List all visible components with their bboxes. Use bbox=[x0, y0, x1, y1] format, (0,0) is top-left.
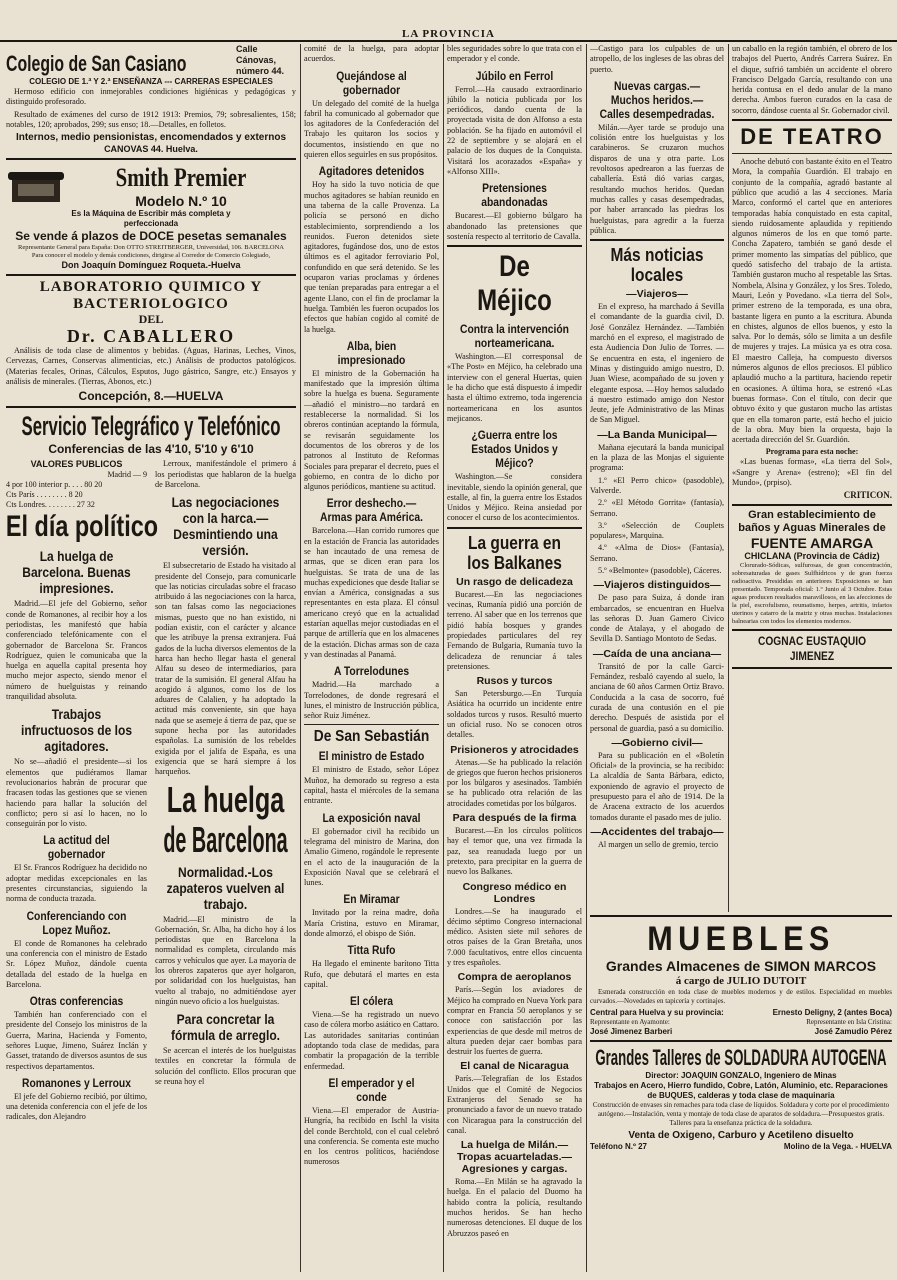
article-text: Bucarest.—En las negociaciones vecinas, Rumanía pidió una porción de terreno. Al saber que en los terrenos que pidió había bosques y grandes propiedades particulares del rey Fernando de Bulgaria, Rumanía tuvo la delicadeza de renunciar á tales pretensiones. bbox=[447, 589, 582, 671]
headline: ¿Guerra entre los Estados Unidos y Méjico? bbox=[471, 428, 558, 471]
headline: Otras conferencias bbox=[29, 994, 124, 1009]
ad-soldadura-text2: Construcción de envases sin remaches para toda clase de líquidos. Soldadura y corte por el procedimiento autógeno.—Instalación, venta y montaje de toda clase de aparatos de soldadura.—Presupuestos gratis. Talleres para la enseñanza práctica de la soldadura. bbox=[592, 1101, 890, 1127]
article-text: Ferrol.—Ha causado extraordinario júbilo la noticia publicada por los periódicos, dando cuenta de la proyectada visita de don Alfonso a esta población. Se ha fijado en automóvil el 22 de septiembre y se alojará en el palacio de los duques de la Conquista. Visitará los acorazados «España» y «Alfonso XIII». bbox=[447, 84, 582, 176]
article-text: comité de la huelga, para adoptar acuerdos. bbox=[304, 44, 439, 64]
section-title: La guerra en los Balkanes bbox=[467, 532, 562, 573]
column-rule bbox=[300, 44, 301, 1272]
article-text: Atenas.—Se ha publicado la relación de griegos que fueron hechos prisioneros por los búlgaros y asesinados. También se ha publicado otra relación de las atrocidades cometidas por los búlgaros. bbox=[447, 757, 582, 808]
ad-smith-rep: Representante General para España: Don OTTO STREITBERGER, Universidad, 106. BARCELONA bbox=[18, 244, 284, 252]
article-text: El ministro de la Gobernación ha manifestado que la impresión última sobre la huelga es buena. Seguramente—añadió el ministro—no tardará en restablecerse la normalidad. Si los obreros continúan aceptando la fórmula, se revisarán seguidamente los documentos de los obreros y de los patronos al Instituto de Reformas Sociales para preparar el decreto, pues el gobierno, en contra de lo dicho por algunos periódicos, mantiene su actitud. bbox=[304, 368, 439, 492]
programa-title: Programa para esta noche: bbox=[765, 447, 859, 457]
article-text: El jefe del Gobierno recibió, por último, una detenida conferencia con el jefe de los radicales, don Alejandro bbox=[6, 1091, 147, 1122]
program-item: 2.º «El Método Gorrita» (fantasía), Serrano. bbox=[590, 498, 724, 518]
article-text: El Sr. Francos Rodríguez ha decidido no adoptar medidas excepcionales en las presentes circunstancias, siguiendo la norma de conducta trazada. bbox=[6, 863, 147, 904]
article-text: En el expreso, ha marchado á Sevilla el comandante de la guardia civil, D. José González Hernández. —También marchó en el expreso, el magistrado de esta Audiencia Don Julio de Torres. —Se encuentra en esta, el ingeniero de Minas y distinguido amigo nuestro, D. Juan Wiese, acompañado de su joven y elegante esposa. —Hoy hemos saludado á nuestro estimado amigo don Nestor Jeute, jefe Administrativo de las Minas de San Miguel. bbox=[590, 302, 724, 425]
article-text: Ha llegado el eminente barítono Titta Rufo, que debutará el martes en esta capital. bbox=[304, 959, 439, 989]
headline: Error deshecho.—Armas para América. bbox=[320, 496, 423, 525]
ad-casiano-address: Calle Cánovas, número 44. bbox=[236, 44, 285, 76]
rep2-name: José Zamudio Pérez bbox=[814, 1027, 892, 1036]
ad-smith-model: Modelo N.º 10 bbox=[135, 193, 227, 210]
article-text: bles seguridades sobre lo que trata con el emperador y el conde. bbox=[447, 44, 582, 64]
ad-casiano-results: Resultado de exámenes del curso de 1912 1913: Premios, 79; sobresalientes, 158; notables, 120; aprobados, 299; sus enso; 18.—Detalles, en folletos. bbox=[6, 109, 296, 129]
article-text: —Castigo para los culpables de un atropello, de los ingleses de las obras del puerto. bbox=[590, 44, 724, 74]
section-title: De Méjico bbox=[477, 250, 552, 318]
divider bbox=[732, 119, 892, 121]
column-3 bbox=[447, 44, 582, 1272]
headline: La actitud del gobernador bbox=[43, 833, 110, 862]
ad-lab-address: Concepción, 8.—HUELVA bbox=[78, 389, 224, 404]
masthead: LA PROVINCIA bbox=[402, 28, 495, 40]
headline: Júbilo en Ferrol bbox=[475, 68, 554, 83]
telegraph-title: Servicio Telegráfico y Telefónico bbox=[21, 411, 281, 442]
ad-lab-text: Análisis de toda clase de alimentos y bebidas. (Aguas, Harinas, Leches, Vinos, Cervezas, Carnes, Conservas alimenticias, etc.) Análisis de productos patológicos. (Materias fecales, Orinas, Cálculos, Esputos, Jugo gástrico, Sangre, etc.) Ensayos y análisis de minerales. (Tierras, Abonos, etc.) bbox=[6, 346, 296, 387]
article-text: No se—añadió el presidente—si los elementos que pudiéramos llamar revolucionarios habrán de procurar que fracasen todas las gestiones que se vienen haciendo para hallar la solución del conflicto; pero si así lo hacen, no lo conseguirán por lo visto. bbox=[6, 757, 147, 829]
dia-politico-title: El día político bbox=[6, 510, 159, 544]
article-text: Bucarest.—El gobierno búlgaro ha abandonado las pretensiones que sostenía respecto al territorio de Cavalla. bbox=[447, 211, 582, 241]
subcolumn-a bbox=[6, 459, 159, 1124]
program-item: 5.º «Belmonte» (pasodoble), Cáceres. bbox=[598, 565, 722, 575]
headline: Pretensiones abandonadas bbox=[481, 181, 548, 210]
headline: Prisioneros y atrocidades bbox=[450, 743, 579, 756]
ad-casiano-header bbox=[6, 44, 296, 77]
headline: El cólera bbox=[349, 994, 394, 1009]
article-text: Bucarest.—En los círculos políticos hay el temor que, una vez firmada la paz, sea reanudada luego por un pretexto, para precipitar en la guerra de nuevo los Balkanes. bbox=[447, 826, 582, 877]
article-text: Milán.—Ayer tarde se produjo una colisión entre los huelguistas y los carabineros. Se cruzaron muchos disparos de una y otra parte. Los revoltosos apedrearon a las fuerzas de caballería. Está dió varias cargas, resultando muchos heridos. Quedan muchas calles y casas desempedradas, por haber arrancado las piedras los huelguistas, para agredir a la fuerza pública. bbox=[590, 122, 724, 235]
bottom-ads bbox=[590, 912, 892, 1272]
ad-casiano-sub: COLEGIO DE 1.ª Y 2.ª ENSEÑANZA --- CARRERAS ESPECIALES bbox=[29, 77, 273, 86]
article-text: Barcelona.—Han corrido rumores que en la estación de Francia las autoridades se han incautado de una remesa de armas, que se dicen eran para los huelguistas. Se trata de una de las muchas expediciones que desde Italiar se envían a América, consignadas a sus representantes en esta plaza. El cónsul americano creyó que en la actualidad estarían aquellas mejor custodiadas en el parque de artillería que en los almacenes de la estación. Dichas armas son de caza y van destinadas al Panamá. bbox=[304, 526, 439, 659]
huelga-big-title: La huelga bbox=[166, 778, 285, 820]
headline: Rusos y turcos bbox=[476, 675, 553, 688]
headline: —Accidentes del trabajo— bbox=[590, 825, 724, 838]
article-text: Mañana ejecutará la banda municipal en la plaza de las Monjas el siguiente programa: bbox=[590, 442, 724, 473]
valores-row: Cts París . . . . . . . . 8 20 bbox=[6, 490, 83, 500]
article-text: Washington.—El corresponsal de «The Post» en Méjico, ha celebrado una interview con el general Huertas, quien le ha dicho que está dispuesto á impedir hasta el último extremo, toda ingerencia norteamericana en los asuntos mejicanos. bbox=[447, 352, 582, 423]
article-text: Para su publicación en el «Boletín Oficial» de la provincia, se ha recibido: La alcaldía de Santa Bárbara, edicto, exponiendo de agravio el proyecto de presupuesto para el año de 1914. De la de Aracena extracto de los acuerdos tomados durante el pasado mes de julio. bbox=[590, 750, 724, 822]
valores-row: 4 por 100 interior p. . . . 80 20 bbox=[6, 480, 103, 490]
headline: La huelga de Milán.—Tropas acuarteladas.—Agresiones y cargas. bbox=[457, 1139, 572, 1176]
ad-smith-text: Es la Máquina de Escribir más completa y perfeccionada bbox=[71, 209, 231, 229]
ad-banos-place: CHICLANA (Provincia de Cádiz) bbox=[744, 551, 880, 562]
masthead-rule bbox=[0, 40, 897, 42]
headline: El ministro de Estado bbox=[318, 749, 425, 764]
column-5 bbox=[732, 44, 892, 904]
ad-banos-name: FUENTE AMARGA bbox=[750, 535, 874, 552]
article-text: De paso para Suiza, á donde iran embarcados, se encuentran en Huelva las señoras D. Juan Gamero Civico conde de Atalaya, y el abogado de Sevilla D. Santiago Montoto de Sedas. bbox=[590, 593, 724, 644]
headline: Para concretar la fórmula de arreglo. bbox=[170, 1011, 281, 1044]
divider bbox=[732, 153, 892, 154]
ad-lab-name: Dr. CABALLERO bbox=[66, 326, 236, 347]
headline: A Torrelodunes bbox=[333, 664, 410, 679]
headline: Alba, bien impresionado bbox=[337, 338, 406, 367]
article-text: Anoche debutó con bastante éxito en el Teatro Mora, la compañía Guardión. El trabajo en conjunto de la compañía, agradó bastante al público que acudió a las 4 secciones. María Marco, conformó el cartel que en anteriores temporadas había conquistado en esta capital, siendo ruidosamente aplaudida y repitiendo algunos números de los en que tomó parte. Concha Zapatero, también se ganó desde el primer momento las simpatías del público, que quedó satisfecho del trabajo de la artista. También gustaron mucho al respetable las Srtas. Nombela, Alsina y González, y los Sres. Toledo, Mauri, León y Povedano. «La tierra del Sol», primer estreno de la temporada, es una obra, bastante ligera en punto a la escritura. Abunda en chistes, algunos de ellos buenos, y esto la salva. Por lo demás, sólo se limita a un desfile de mujeres y trajes. La música ya es otra cosa. El maestro Calleja, ha compuesto diversos números algunos de ellos preciosos. El público aplaudió mucho a la partitura, haciendo repetir en ocasiones. A última hora, se estrenó «Las buenas formas». Con el título, con decir que obtuvo éxito y que gustaron mucho las artistas que en ella tomaron parte, está hecho el juicio de la obra. Muy bien la orquesta, bajo la acertada dirección del Sr. Guardión. bbox=[732, 157, 892, 445]
headline: Compra de aeroplanos bbox=[457, 971, 572, 984]
headline: Quejándose al gobernador bbox=[336, 68, 407, 97]
divider bbox=[590, 1040, 892, 1042]
divider bbox=[447, 527, 582, 529]
ad-lab-title: LABORATORIO QUIMICO Y BACTERIOLOGICO bbox=[39, 279, 263, 313]
headline: —Viajeros— bbox=[626, 288, 688, 301]
divider bbox=[6, 406, 296, 408]
headline: En Miramar bbox=[343, 892, 400, 907]
article-text: Madrid.—El ministro de la Gobernación, Sr. Alba, ha dicho hoy á los periodistas que en Barcelona la normalidad es completa, circulando más carros y vehículos que ayer. La mayoría de los obreros zapateros que ayer holgaron, por solidaridad con los huelguistas, han vuelto al trabajo, no admitiéndose ayer ningún nuevo oficio a los huelguistas. bbox=[155, 914, 296, 1006]
divider bbox=[732, 629, 892, 631]
divider bbox=[447, 245, 582, 247]
headline: Para después de la firma bbox=[452, 812, 577, 825]
column-4 bbox=[590, 44, 724, 904]
ad-banos-text: Clorurado-Sódicas, sulfurosas, de gran concentración, sobresaturadas de gases Sulfhídricos y de gran fuerza radioactiva. Presididas en anteriores Exposiciones se han presentado. Temporada oficial: 1.º Junio al 3 Octubre. Estas aguas producen resultados maravillosos, en las afecciones de la piel, escrofulismo, reumatismo, herpes, artritis, infartos uterinos y catarro de la matriz y otras muchas. Instalaciones balnearias con todos los elementos modernos. bbox=[732, 562, 892, 626]
divider bbox=[590, 239, 724, 241]
ad-almacenes-text: Esmerada construcción en toda clase de muebles modernos y de estilos. Especialidad en muebles curvados.—Novedades en tapicería y cortinajes. bbox=[590, 988, 892, 1005]
headline: Conferenciando con Lopez Muñoz. bbox=[26, 908, 127, 937]
huelga-big-title-2: de Barcelona bbox=[163, 818, 288, 860]
headline: El canal de Nicaragua bbox=[460, 1060, 569, 1073]
article-text: «Las buenas formas», «La tierra del Sol», «Sangre y Arena» (estreno); «El fin del Mundo», (prpiso). bbox=[732, 457, 892, 487]
program-item: 4.º «Alma de Dios» (Fantasía), Serrano. bbox=[590, 543, 724, 563]
divider bbox=[6, 158, 296, 160]
ad-oxigeno: Venta de Oxigeno, Carburo y Acetileno disuelto bbox=[628, 1130, 854, 1141]
column-rule bbox=[586, 44, 587, 1272]
ad-banos-title: Gran establecimiento de baños y Aguas Minerales de bbox=[738, 509, 886, 535]
headline: —Gobierno civil— bbox=[611, 736, 703, 749]
column-2 bbox=[304, 44, 439, 1272]
section-title: DE TEATRO bbox=[740, 124, 884, 150]
ad-central-label: Central para Huelva y su provincia: bbox=[590, 1008, 724, 1017]
ad-smith-title: Smith Premier bbox=[115, 163, 247, 193]
ad-lab-del: DEL bbox=[138, 312, 164, 327]
headline: La huelga de Barcelona. Buenas impresiones. bbox=[22, 548, 131, 597]
valores-row: Cts Londres. . . . . . . . 27 32 bbox=[6, 500, 95, 510]
article-text: Madrid.—Ha marchado a Torrelodones, de donde regresará el lunes, el ministro de Instrucción pública, señor Ruiz Jiménez. bbox=[304, 680, 439, 721]
headline: Titta Rufo bbox=[347, 943, 396, 958]
ad-casiano-foot2: CANOVAS 44. Huelva. bbox=[104, 144, 198, 155]
article-text: El ministro de Estado, señor López Muñoz, ha demorado su regreso a esta capital, hasta el miércoles de la semana entrante. bbox=[304, 765, 439, 806]
section-title: De San Sebastián bbox=[313, 728, 430, 746]
headline: —La Banda Municipal— bbox=[597, 428, 717, 441]
article-text: Lerroux, manifestándole el primero á los periodistas que hablaron de la huelga de Barcelona. bbox=[155, 459, 296, 489]
article-text: Washington.—Se considera inevitable, siendo la opinión general, que estalle, al fin, la guerra entre los Estados Unidos y Méjico. Reina ansiedad por conocer el curso de los acontecimientos. bbox=[447, 472, 582, 523]
ad-muebles-title: MUEBLES bbox=[647, 920, 835, 958]
section-title: Más noticias locales bbox=[610, 245, 704, 286]
article-text: Viena.—Se ha registrado un nuevo caso de cólera morbo asiático en Cattaro. Las autoridades sanitarias continúan adoptando toda clase de medidas, para combatir la propagación de la terrible enfermedad. bbox=[304, 1010, 439, 1071]
article-text: París.—Telegrafían de los Estados Unidos que el Comité de Negocios Extranjeros del Senado se ha pronunciado a favor de un nuevo tratado con Nicaragua para la construcción del canal. bbox=[447, 1074, 582, 1135]
valores-title: VALORES PUBLICOS bbox=[30, 459, 123, 470]
ad-telefono: Teléfono N.º 27 bbox=[590, 1142, 648, 1151]
rep1-name: José Jimenez Barberi bbox=[590, 1027, 673, 1036]
article-text: San Petersburgo.—En Turquía Asiática ha ocurrido un incidente entre soldados turcos y rusos. Resultó muerto un oficial ruso. No se conocen otros detalles. bbox=[447, 689, 582, 740]
headline: —Viajeros distinguidos— bbox=[593, 579, 721, 592]
program-item: 3.º «Selección de Couplets populares», Marquina. bbox=[590, 520, 724, 541]
headline: Nuevas cargas.—Muchos heridos.—Calles desempedradas. bbox=[599, 78, 715, 121]
article-text: El conde de Romanones ha celebrado una conferencia con el ministro de Estado Sr. López Muñoz, dándole cuenta detallada del estado de la huelga en Barcelona. bbox=[6, 938, 147, 989]
article-text: Hoy ha sido la tuvo noticia de que muchos agitadores se habían reunido en una taberna de la calle Provenza. La policía se personó en dicho establecimiento, sorprendiendo a los reunidos. Fueron detenidos siete agitadores, fugándose dos, uno de estos últimos es el agitador ferroviario Pol, confundido en que será detenido. Se les ocuparon varias proclamas y órdenes que tenían preparadas para entregar a el agente Llano, con el fin de proclamar la huelga. También les fueron ocupados los efectos que habían cogido al comité de la huelga. bbox=[304, 180, 439, 334]
article-text: un caballo en la región también, el obrero de los trabajos del Puerto, Andrés Carrera Suárez. En el dique, sufrió también un accidente el obrero Francisco Delgado García, resultando con una herida contusa en el dedo anular de la mano derecha. Ambos fueron curados en la casa de socorro, dándose cuenta al Sr. Gobernador civil. bbox=[732, 44, 892, 115]
ad-smith bbox=[6, 163, 296, 209]
headline: Romanones y Lerroux bbox=[22, 1075, 131, 1090]
valores-madrid: Madrid — 9 bbox=[107, 470, 147, 480]
headline: Contra la intervención norteamericana. bbox=[460, 322, 569, 351]
ad-casiano-text: Hermoso edificio con inmejorables condiciones higiénicas y pedagógicas y distinguido profesorado. bbox=[6, 87, 296, 107]
ad-almacenes: Grandes Almacenes de SIMON MARCOS bbox=[605, 958, 877, 974]
column-rule bbox=[443, 44, 444, 1272]
article-text: Londres.—Se ha inaugurado el décimo séptimo Congreso internacional médico. Asisten siete mil señores de otros países de la Gran Bretaña, unos 7.000 facultativos, entre ellos cincuenta y tres españoles. bbox=[447, 906, 582, 968]
critic-signature: CRITICON. bbox=[843, 490, 892, 501]
headline: El emperador y el conde bbox=[328, 1075, 415, 1104]
ad-smith-sale: Se vende á plazos de DOCE pesetas semanales bbox=[15, 229, 287, 244]
article-text: Roma.—En Milán se ha agravado la huelga. En el palacio del Duomo ha habido contra la policía, resultando muchos heridos. Se han hecho numerosas detenciones. El duque de los Abruzzos paseó en bbox=[447, 1177, 582, 1238]
ad-casiano-foot: Internos, medio pensionistas, encomendados y externos bbox=[15, 132, 287, 144]
article-text: Transitó de por la calle Garci-Fernández, resbaló cayendo al suelo, la anciana de 60 años Carmen Ortiz Bravo. Conducida a la casa de socorro, fué curada de una contusión en el pie derecho. Después de asistida por el personal de guardia, pasó a su domicilio. bbox=[590, 661, 724, 733]
ad-central-address: Ernesto Deligny, 2 (antes Boca) bbox=[772, 1008, 892, 1017]
article-text: Madrid.—El jefe del Gobierno, señor conde de Romanones, al recibir hoy a los periodistas, les manifestó que había conferenciado telefónicamente con el gobernador de Barcelona Sr. Francos Rodríguez, quien le comunicaba que la huelga en aquella capital presenta hoy mucho mejor aspecto, siendo menor el número de huelguistas y reinando tranquilidad absoluta. bbox=[6, 599, 147, 702]
ad-casiano-title: Colegio de San Casiano bbox=[6, 51, 187, 76]
rep2-label: Representante en Isla Cristina: bbox=[806, 1018, 892, 1026]
ad-cognac: COGNAC EUSTAQUIO JIMENEZ bbox=[757, 634, 867, 664]
article-text: Se acercan el interés de los huelguistas textiles en concretar la fórmula de solución del conflicto. Ellos procuran que se reuna hoy el bbox=[155, 1046, 296, 1087]
divider bbox=[732, 504, 892, 506]
ad-smith-agent: Don Joaquín Domínguez Roqueta.-Huelva bbox=[61, 260, 241, 271]
headline: Congreso médico en Londres bbox=[462, 880, 567, 905]
divider bbox=[590, 915, 892, 917]
rep1-label: Representante en Ayamonte: bbox=[590, 1018, 670, 1026]
divider bbox=[6, 274, 296, 276]
conference-times: Conferencias de las 4'10, 5'10 y 6'10 bbox=[48, 442, 254, 457]
subcolumn-b bbox=[155, 459, 296, 1124]
program-item: 1.º «El Perro chico» (pasodoble), Valverde. bbox=[590, 475, 724, 495]
headline: Las negociaciones con la harca.—Desmintiendo una versión. bbox=[171, 494, 280, 559]
article-text: También han conferenciado con el presidente del Consejo los ministros de la Guerra, Marina, Hacienda y Fomento, señores Luque, Jimeno, Suárez Inclán y Gasset, tratando de diversos asuntos de sus respectivos departamentos. bbox=[6, 1010, 147, 1071]
article-text: Invitado por la reina madre, doña María Cristina, estuvo en Miramar, donde almorzó, el obispo de Sión. bbox=[304, 908, 439, 938]
typewriter-icon bbox=[6, 164, 66, 208]
headline: Agitadores detenidos bbox=[318, 164, 425, 179]
article-text: Viena.—El emperador de Austria-Hungría, ha recibido en Ischl la visita del conde Berchtold, con el cual celebró una conferencia. Se comenta este mucho en los centros políticos, haciéndose numerosos bbox=[304, 1105, 439, 1167]
article-text: El subsecretario de Estado ha visitado al presidente del Consejo, para comunicarle que las noticias circuladas sobre el fracaso atribuido á las negociaciones con la harca, son tan falsas como las negociaciones mismas, puesto que no han existido, ni podían existir, con el carácter y alcance que les atribuye la prensa extranjera. Fuá gados de la lucha diversos elementos de la harca han hecho llegar hasta el general Alfau su deseo de intermediarios, para tratar de la sumisión. El general Alfau ha acogido á algunos, como los de los aduares de Calalien, y ha adoptado la actitud más conveniente, sin que haya nada que se asemeje á tierra de paz, que se supone hecha por las autoridades españolas. La sumisión de los rebeldes exigida por el jalifa de España, es una exigencia que se hará siempre á los harqueños. bbox=[155, 561, 296, 777]
divider bbox=[732, 667, 892, 669]
article-text: París.—Según los aviadores de Méjico ha comprado en Nueva York para comprar en Francia 50 aeroplanos y se conoce con satisfacción por las experiencias de que desde mil metros de altura pueden dejar caer bombas para destruir los fuertes de guerra. bbox=[447, 985, 582, 1057]
article-text: Un delegado del comité de la huelga fabril ha comunicado al gobernador que los agitadores de la Confederación del Trabajo les quitaron los socios y documentos, insistiendo en que no quieren ellos seguirles en sus propósitos. bbox=[304, 98, 439, 160]
ad-soldadura-director: Director: JOAQUIN GONZALO, Ingeniero de Minas bbox=[645, 1071, 837, 1080]
column-left bbox=[6, 44, 296, 1272]
ad-cargo: á cargo de JULIO DUTOIT bbox=[675, 975, 807, 987]
divider bbox=[304, 724, 439, 725]
headline: La exposición naval bbox=[322, 810, 421, 825]
ad-soldadura-text: Trabajos en Acero, Hierro fundido, Cobre, Latón, Aluminio, etc. Reparaciones de BUQUES, calderas y toda clase de maquinaria bbox=[594, 1081, 888, 1100]
ad-smith-info: Para conocer el modelo y demás condiciones, dirigirse al Corredor de Comercio Colegiado, bbox=[31, 252, 271, 260]
article-text: El gobernador civil ha recibido un telegrama del ministro de Marina, don Amalio Gimeno, rogándole le represente en el acto de la inauguración de la Exposición Naval que se celebrará el lunes. bbox=[304, 826, 439, 888]
article-text: Al margen un sello de gremio, tercio bbox=[598, 839, 719, 849]
headline: Trabajos infructuosos de los agitadores. bbox=[20, 706, 133, 755]
headline: Un rasgo de delicadeza bbox=[456, 575, 573, 588]
ad-soldadura-title: Grandes Talleres de SOLDADURA AUTOGENA bbox=[595, 1045, 887, 1070]
headline: Normalidad.-Los zapateros vuelven al trabajo. bbox=[166, 863, 285, 912]
ad-molino: Molino de la Vega. - HUELVA bbox=[783, 1142, 892, 1151]
headline: —Caída de una anciana— bbox=[592, 647, 722, 660]
